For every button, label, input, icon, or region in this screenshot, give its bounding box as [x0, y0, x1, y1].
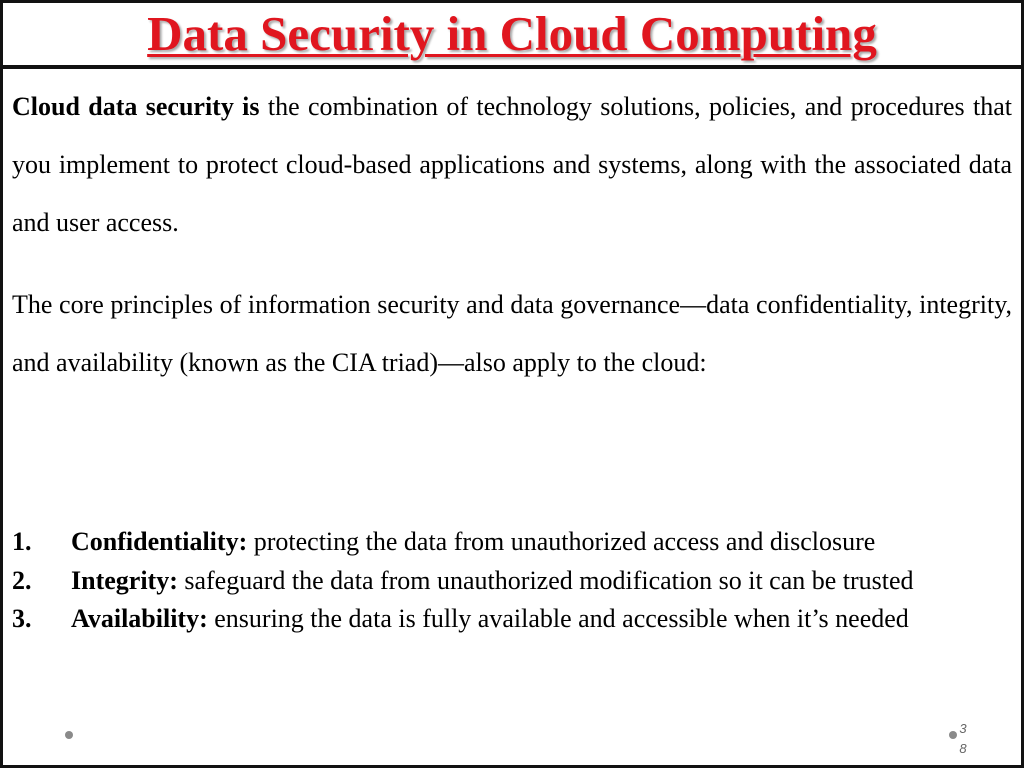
slide-title: Data Security in Cloud Computing: [147, 6, 877, 61]
principle-name: Availability:: [71, 604, 208, 633]
bullet-dot-icon: [65, 731, 73, 739]
principle-number: 2.: [12, 565, 32, 595]
principle-number: 1.: [12, 527, 32, 556]
principle-description: protecting the data from unauthorized access and disclosure: [247, 527, 876, 556]
principle-description: ensuring the data is fully available and accessible when it’s needed: [207, 604, 909, 633]
principle-item-availability: [12, 600, 1012, 639]
slide-body: [12, 78, 1012, 392]
definition-paragraph: [12, 78, 1012, 252]
page-number-line-2: 8: [959, 741, 967, 756]
principle-name: Confidentiality:: [71, 527, 248, 556]
page-number-line-1: 3: [959, 721, 967, 736]
definition-term: Cloud data security is: [12, 92, 260, 121]
principle-name: Integrity:: [71, 565, 178, 595]
cia-principles-list: [12, 523, 1012, 639]
principle-item-integrity: [12, 562, 1012, 601]
principles-intro: The core principles of information security and data governance—data confidentiality, integrity, and availability (known as the CIA triad)—also apply to the cloud:: [12, 290, 1012, 377]
page-number: [956, 719, 970, 759]
title-band: [3, 3, 1021, 69]
principle-description: safeguard the data from unauthorized modification so it can be trusted: [177, 565, 914, 595]
principle-number: 3.: [12, 604, 32, 633]
principle-item-confidentiality: [12, 523, 1012, 562]
definition-text: the combination of technology solutions, policies, and procedures that you implement to protect cloud-based applications and systems, along with the associated data and user access.: [12, 92, 1012, 237]
